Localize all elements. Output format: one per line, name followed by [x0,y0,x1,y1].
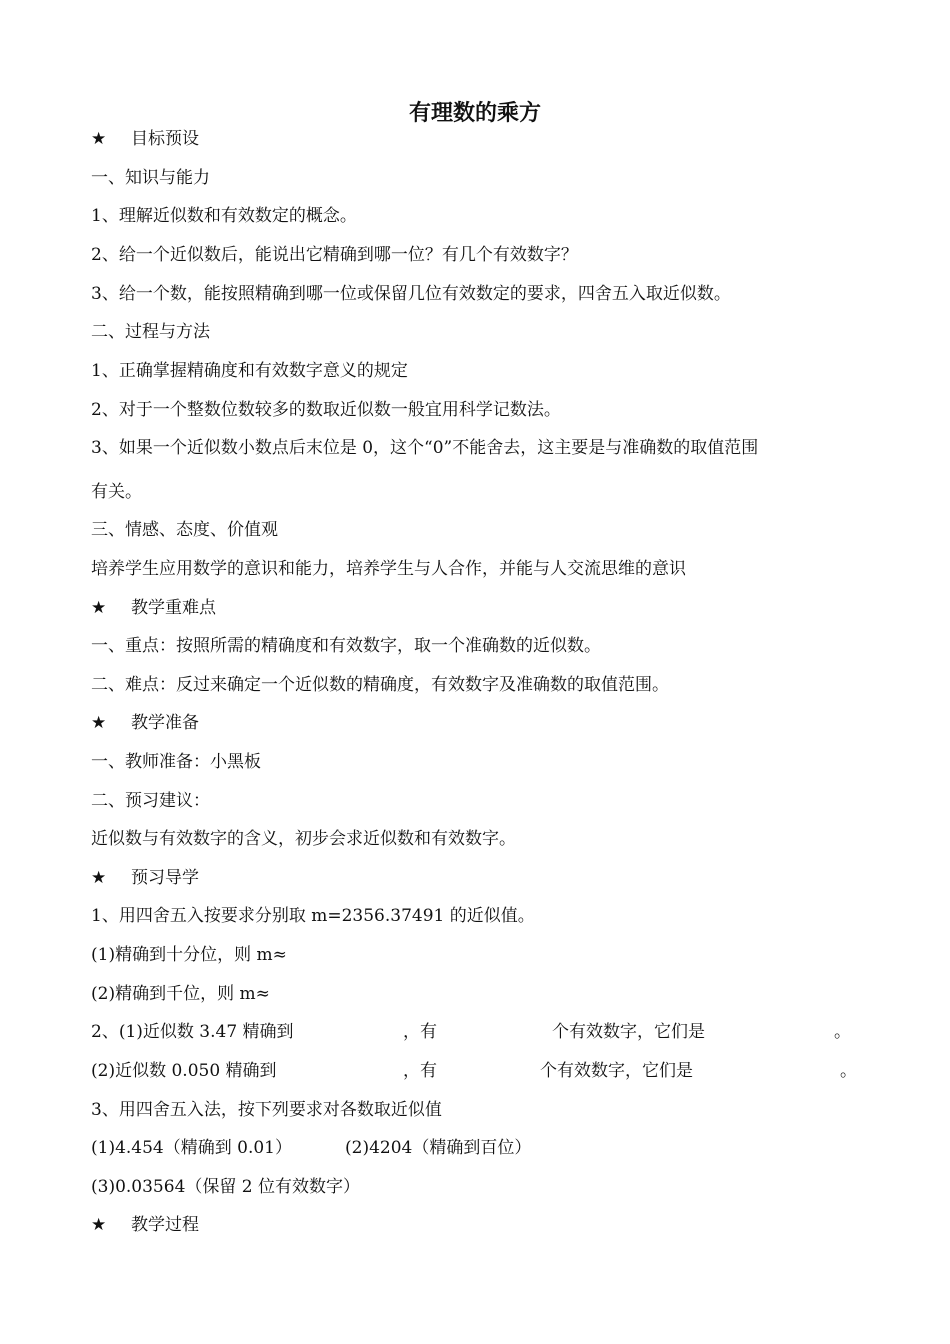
paragraph: (1)精确到十分位，则 m≈ [91,945,287,965]
question-text: 。 [834,1022,851,1042]
paragraph: (2)精确到千位，则 m≈ [91,984,270,1004]
subheading-emotion: 三、情感、态度、价值观 [91,520,278,540]
section-heading-preparation [91,711,199,735]
star-icon: ★ [91,1215,107,1235]
star-icon: ★ [91,868,107,888]
star-icon: ★ [91,713,107,733]
question-text: 。 [840,1061,857,1081]
question-text: 个有效数字，它们是 [540,1061,693,1081]
section-heading-text: 教学过程 [131,1215,199,1235]
question-text: (1)4.454（精确到 0.01） [91,1138,293,1158]
question-text: (2)4204（精确到百位） [345,1138,532,1158]
paragraph: 2、给一个近似数后，能说出它精确到哪一位？有几个有效数字？ [91,245,578,265]
paragraph: 二、预习建议： [91,791,210,811]
question-text: ，有 [403,1061,437,1081]
paragraph: 2、对于一个整数位数较多的数取近似数一般宜用科学记数法。 [91,400,561,420]
star-icon: ★ [91,598,107,618]
star-icon: ★ [91,129,107,149]
subheading-knowledge: 一、知识与能力 [91,168,210,188]
document-title: 有理数的乘方 [408,101,541,126]
paragraph: 培养学生应用数学的意识和能力，培养学生与人合作，并能与人交流思维的意识 [91,559,686,579]
paragraph: (3)0.03564（保留 2 位有效数字） [91,1177,361,1197]
section-heading-preview [91,866,199,890]
paragraph: 有关。 [91,482,142,502]
paragraph: 1、正确掌握精确度和有效数字意义的规定 [91,361,408,381]
section-heading-text: 目标预设 [131,129,199,149]
paragraph: 一、重点：按照所需的精确度和有效数字，取一个准确数的近似数。 [91,636,601,656]
subheading-method: 二、过程与方法 [91,322,210,342]
section-heading-key-points [91,596,216,620]
section-heading-text: 教学准备 [131,713,199,733]
section-heading-text: 教学重难点 [131,598,216,618]
paragraph: 1、用四舍五入按要求分别取 m=2356.37491 的近似值。 [91,906,535,926]
paragraph: 近似数与有效数字的含义，初步会求近似数和有效数字。 [91,829,516,849]
question-text: (2)近似数 0.050 精确到 [91,1061,277,1081]
paragraph: 1、理解近似数和有效数定的概念。 [91,206,357,226]
section-heading-text: 预习导学 [131,868,199,888]
paragraph: 一、教师准备：小黑板 [91,752,261,772]
section-heading-goals [91,127,199,151]
paragraph: 3、如果一个近似数小数点后末位是 0，这个“0”不能舍去，这主要是与准确数的取值范围 [91,438,759,458]
question-text: 个有效数字，它们是 [552,1022,705,1042]
paragraph: 二、难点：反过来确定一个近似数的精确度，有效数字及准确数的取值范围。 [91,675,669,695]
section-heading-process [91,1213,199,1237]
paragraph: 3、用四舍五入法，按下列要求对各数取近似值 [91,1100,442,1120]
question-text: ，有 [403,1022,437,1042]
paragraph: 3、给一个数，能按照精确到哪一位或保留几位有效数定的要求，四舍五入取近似数。 [91,284,731,304]
question-text: 2、(1)近似数 3.47 精确到 [91,1022,294,1042]
